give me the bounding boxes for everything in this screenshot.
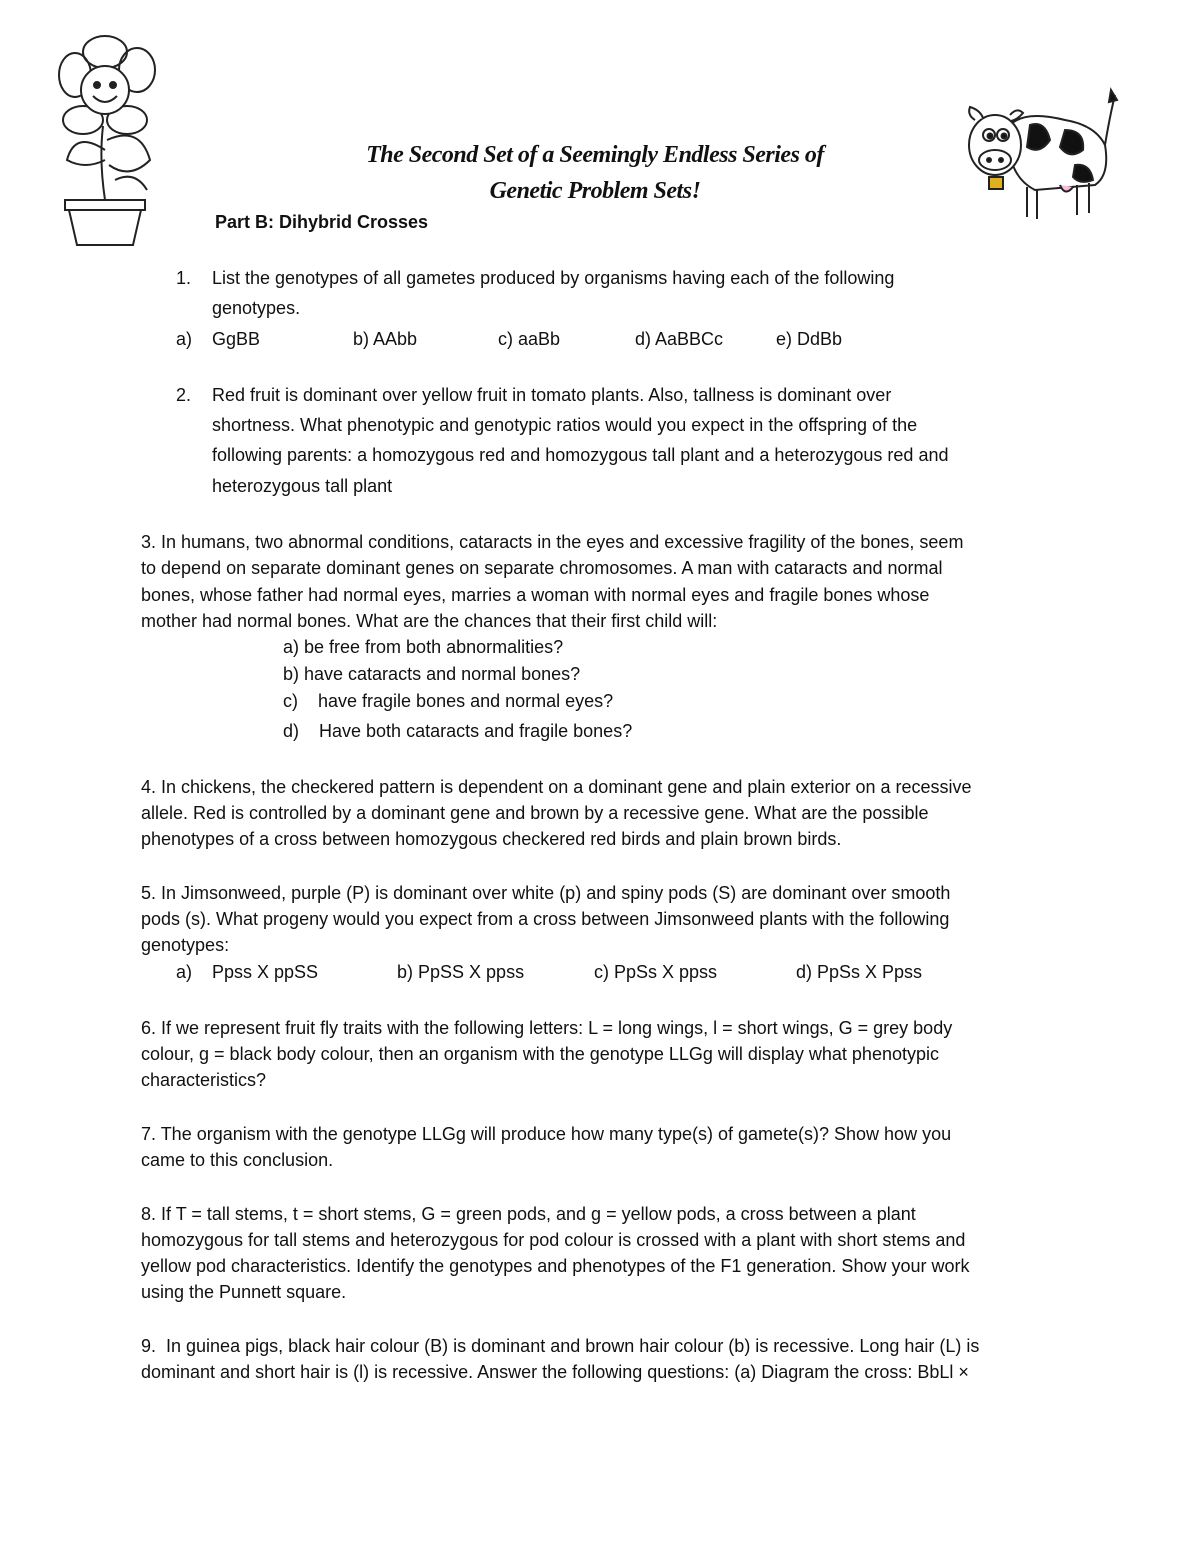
q2-line: shortness. What phenotypic and genotypic ratios would you expect in the offspring of the [212, 415, 918, 435]
q2-line: Red fruit is dominant over yellow fruit in tomato plants. Also, tallness is dominant over [212, 385, 892, 405]
q6-line: 6. If we represent fruit fly traits with the following letters: L = long wings, l = short wings, G = grey body [141, 1018, 953, 1038]
cow-illustration [965, 85, 1120, 225]
q3-line: mother had normal bones. What are the chances that their first child will: [141, 611, 718, 631]
q1-option: GgBB [212, 329, 261, 349]
flower-pot-illustration [55, 30, 165, 250]
q5-option: a) [176, 962, 193, 982]
q3-line: to depend on separate dominant genes on separate chromosomes. A man with cataracts and normal [141, 558, 943, 578]
q5-line: pods (s). What progeny would you expect from a cross between Jimsonweed plants with the following [141, 909, 950, 929]
title-line-2: Genetic Problem Sets! [489, 178, 701, 204]
q5-line: 5. In Jimsonweed, purple (P) is dominant over white (p) and spiny pods (S) are dominant over smooth [141, 883, 951, 903]
q5-line: genotypes: [141, 935, 230, 955]
q5-option: c) PpSs X ppss [594, 962, 718, 982]
part-heading: Part B: Dihybrid Crosses [215, 212, 429, 232]
q9-line: dominant and short hair is (l) is recessive. Answer the following questions: (a) Diagram the cross: BbLl × [141, 1362, 969, 1382]
q3-line: bones, whose father had normal eyes, marries a woman with normal eyes and fragile bones whose [141, 585, 930, 605]
q5-option: d) PpSs X Ppss [796, 962, 923, 982]
q3-sub-item: d) Have both cataracts and fragile bones? [283, 721, 633, 741]
q4-line: phenotypes of a cross between homozygous checkered red birds and plain brown birds. [141, 829, 842, 849]
q8-line: homozygous for tall stems and heterozygous for pod colour is crossed with a plant with short stems and [141, 1230, 966, 1250]
q9-line: 9. In guinea pigs, black hair colour (B) is dominant and brown hair colour (b) is recessive. Long hair (L) is [141, 1336, 980, 1356]
q4-line: 4. In chickens, the checkered pattern is dependent on a dominant gene and plain exterior on a recessive [141, 777, 972, 797]
q1-line: List the genotypes of all gametes produced by organisms having each of the following [212, 268, 895, 288]
q1-option: e) DdBb [776, 329, 843, 349]
q6-line: colour, g = black body colour, then an organism with the genotype LLGg will display what phenotypic [141, 1044, 939, 1064]
q6-line: characteristics? [141, 1070, 267, 1090]
q1-option: a) [176, 329, 193, 349]
q3-line: 3. In humans, two abnormal conditions, cataracts in the eyes and excessive fragility of the bones, seem [141, 532, 964, 552]
q5-option: Ppss X ppSS [212, 962, 319, 982]
q2-line: following parents: a homozygous red and homozygous tall plant and a heterozygous red and [212, 445, 949, 465]
q7-line: 7. The organism with the genotype LLGg will produce how many type(s) of gamete(s)? Show how you [141, 1124, 952, 1144]
q8-line: using the Punnett square. [141, 1282, 347, 1302]
q1-option: c) aaBb [498, 329, 561, 349]
q1-number: 1. [176, 268, 192, 288]
q5-option: b) PpSS X ppss [397, 962, 525, 982]
q3-sub-item: a) be free from both abnormalities? [283, 637, 564, 657]
q8-line: yellow pod characteristics. Identify the genotypes and phenotypes of the F1 generation. Show your work [141, 1256, 970, 1276]
q3-sub-item: c) have fragile bones and normal eyes? [283, 691, 614, 711]
q1-line: genotypes. [212, 298, 301, 318]
q4-line: allele. Red is controlled by a dominant gene and brown by a recessive gene. What are the possible [141, 803, 929, 823]
q2-line: heterozygous tall plant [212, 476, 393, 496]
q3-sub-item: b) have cataracts and normal bones? [283, 664, 581, 684]
title-line-1: The Second Set of a Seemingly Endless Series of [366, 142, 824, 168]
q1-option: b) AAbb [353, 329, 418, 349]
q7-line: came to this conclusion. [141, 1150, 334, 1170]
q1-option: d) AaBBCc [635, 329, 724, 349]
q2-number: 2. [176, 385, 192, 405]
q8-line: 8. If T = tall stems, t = short stems, G = green pods, and g = yellow pods, a cross between a plant [141, 1204, 916, 1224]
